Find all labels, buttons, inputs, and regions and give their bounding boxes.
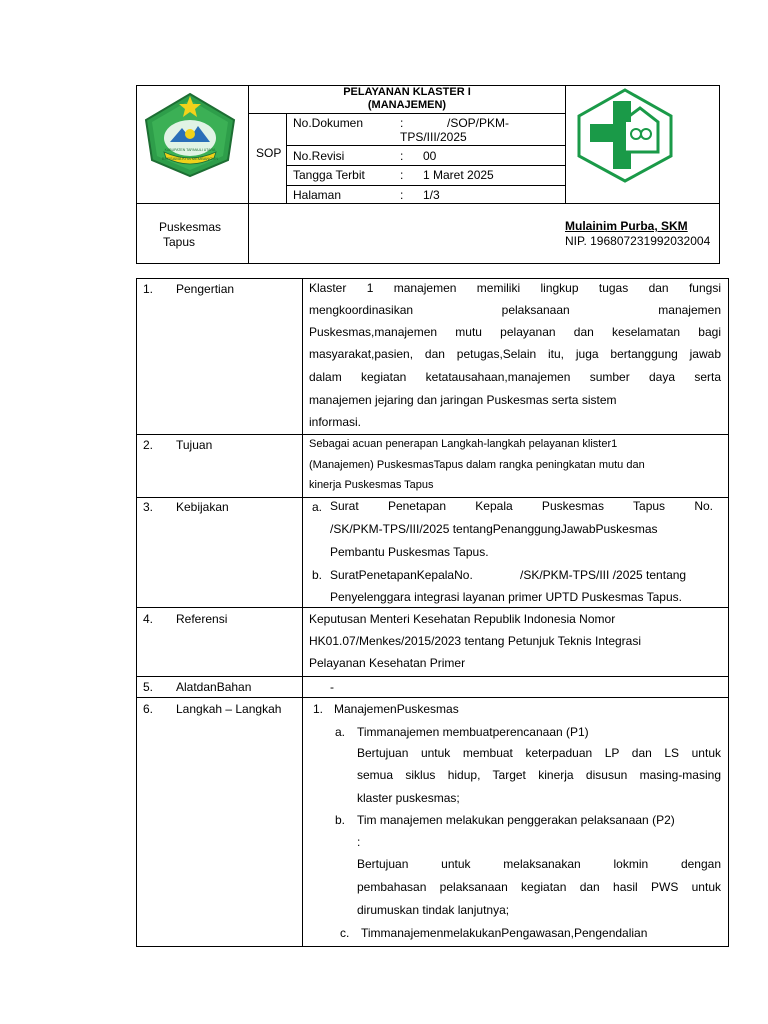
doc-number-value-cont: TPS/III/2025 <box>400 130 467 144</box>
body-line: Pelayanan Kesehatan Primer <box>309 656 466 670</box>
list-marker: a. <box>312 500 323 514</box>
list-marker: a. <box>335 725 346 739</box>
body-line: Klaster 1 manajemen memiliki lingkup tugas dan fungsi <box>309 281 721 295</box>
body-line: Keputusan Menteri Kesehatan Republik Indonesia Nomor <box>309 612 616 626</box>
sop-label: SOP <box>256 146 282 160</box>
puskesmas-logo-icon <box>574 88 676 183</box>
page-title: PELAYANAN KLASTER I <box>343 86 471 98</box>
body-line: Penyelenggara integrasi layanan primer UPTD Puskesmas Tapus. <box>330 590 682 604</box>
section-title: Langkah – Langkah <box>176 702 282 716</box>
list-item-title: Timmanajemen membuatperencanaan (P1) <box>357 725 589 739</box>
list-item-title: TimmanajemenmelakukanPengawasan,Pengendalian <box>361 926 648 940</box>
body-line: Bertujuan untuk membuat keterpaduan LP dan LS untuk <box>357 746 721 760</box>
body-line: Sebagai acuan penerapan Langkah-langkah pelayanan klister1 <box>309 438 618 450</box>
section-title: Kebijakan <box>176 500 229 514</box>
body-line: HK01.07/Menkes/2015/2023 tentang Petunjuk Teknis Integrasi <box>309 634 642 648</box>
section-title: Referensi <box>176 612 228 626</box>
section-title: Tujuan <box>176 438 213 452</box>
body-line: informasi. <box>309 415 362 429</box>
org-name: Puskesmas <box>159 220 222 234</box>
list-marker: b. <box>312 568 323 582</box>
list-item-colon: : <box>357 835 361 849</box>
body-line: klaster puskesmas; <box>357 791 460 805</box>
section-number: 3. <box>143 500 154 514</box>
body-line: Surat Penetapan Kepala Puskesmas Tapus No. <box>330 499 713 513</box>
section-number: 2. <box>143 438 154 452</box>
body-line: /SK/PKM-TPS/III /2025 tentang <box>520 568 687 582</box>
seal-banner-text: BERSAMA KITA MEMBANGUN <box>161 156 219 161</box>
body-line: dalam kegiatan ketatausahaan,manajemen sumber daya serta <box>309 370 721 384</box>
body-line: mengkoordinasikan pelaksanaan manajemen <box>309 303 721 317</box>
page-subtitle: (MANAJEMEN) <box>367 99 447 111</box>
page-value: 1/3 <box>423 188 440 202</box>
revision-sep: : <box>400 149 404 163</box>
doc-number-label: No.Dokumen <box>293 116 364 130</box>
issue-date-sep: : <box>400 168 404 182</box>
section-number: 4. <box>143 612 154 626</box>
revision-label: No.Revisi <box>293 149 345 163</box>
list-marker: c. <box>340 926 350 940</box>
section-title: Pengertian <box>176 282 235 296</box>
body-value: - <box>330 680 334 694</box>
section-title: AlatdanBahan <box>176 680 252 694</box>
doc-number-sep: : <box>400 116 404 130</box>
signer-nip: NIP. 196807231992032004 <box>565 234 711 248</box>
section-number: 6. <box>143 702 154 716</box>
body-line: pembahasan pelaksanaan kegiatan dan hasil PWS untuk <box>357 880 721 894</box>
signer-name: Mulainim Purba, SKM <box>565 219 688 233</box>
section-number: 1. <box>143 282 154 296</box>
issue-date-value: 1 Maret 2025 <box>423 168 494 182</box>
body-line: kinerja Puskesmas Tapus <box>309 479 434 491</box>
issue-date-label: Tangga Terbit <box>293 168 365 182</box>
org-name-cont: Tapus <box>163 235 196 249</box>
body-line: (Manajemen) PuskesmasTapus dalam rangka peningkatan mutu dan <box>309 459 645 471</box>
body-line: manajemen jejaring dan jaringan Puskesmas serta sistem <box>309 393 617 407</box>
page-label: Halaman <box>293 188 342 202</box>
list-item-title: Tim manajemen melakukan penggerakan pelaksanaan (P2) <box>357 813 675 827</box>
revision-value: 00 <box>423 149 437 163</box>
seal-ring-text: KABUPATEN TAPANULI UTARA <box>164 148 216 152</box>
body-line: Pembantu Puskesmas Tapus. <box>330 545 489 559</box>
list-marker: 1. <box>313 702 324 716</box>
regency-seal-icon <box>140 90 240 180</box>
body-line: semua siklus hidup, Target kinerja disusun masing-masing <box>357 768 721 782</box>
doc-number-value: /SOP/PKM- <box>447 116 510 130</box>
section-number: 5. <box>143 680 154 694</box>
body-line: /SK/PKM-TPS/III/2025 tentangPenanggungJawabPuskesmas <box>330 522 658 536</box>
list-marker: b. <box>335 813 346 827</box>
body-line: Bertujuan untuk melaksanakan lokmin dengan <box>357 857 721 871</box>
body-line: dirumuskan tindak lanjutnya; <box>357 903 510 917</box>
body-line: masyarakat,pasien, dan petugas,Selain itu, juga bertanggung jawab <box>309 347 721 361</box>
body-line: SuratPenetapanKepalaNo. <box>330 568 473 582</box>
body-line: Puskesmas,manajemen mutu pelayanan dan keselamatan bagi <box>309 325 721 339</box>
list-item-title: ManajemenPuskesmas <box>334 702 459 716</box>
page-sep: : <box>400 188 404 202</box>
